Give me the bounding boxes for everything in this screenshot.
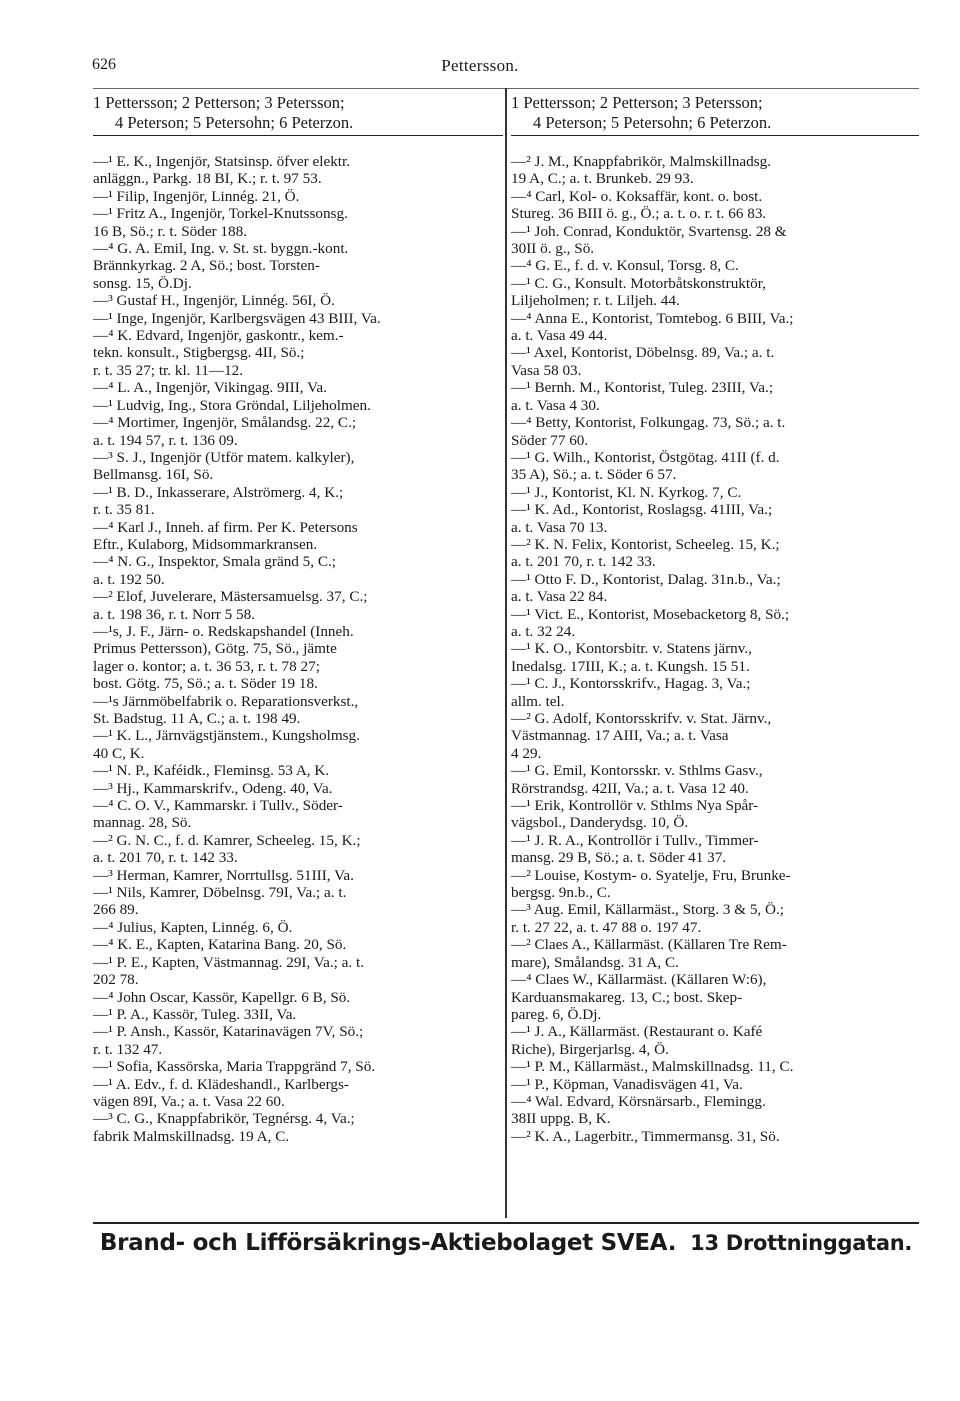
directory-entry — [511, 310, 919, 345]
entry-line: a. t. 201 70, r. t. 142 33. — [511, 553, 656, 571]
entry-line: —¹ Ludvig, Ing., Stora Gröndal, Liljeholmen. — [93, 396, 371, 414]
directory-entry — [511, 344, 919, 379]
directory-entry — [511, 275, 919, 310]
entry-line: Bellmansg. 16I, Sö. — [93, 466, 214, 484]
entry-line: —¹s, J. F., Järn- o. Redskapshandel (Inneh. — [93, 622, 354, 640]
entry-line: sonsg. 15, Ö.Dj. — [93, 274, 192, 292]
entry-line: Vasa 58 03. — [511, 361, 582, 379]
left-column — [93, 93, 503, 1145]
entry-line: anläggn., Parkg. 18 BI, K.; r. t. 97 53. — [93, 170, 322, 188]
entry-line: —¹ Joh. Conrad, Konduktör, Svartensg. 28 & — [511, 222, 787, 240]
directory-entry — [93, 310, 503, 327]
entry-line: pareg. 6, Ö.Dj. — [511, 1005, 602, 1023]
advertisement-address: 13 Drottninggatan. — [690, 1231, 913, 1255]
entry-line: —¹ J. A., Källarmäst. (Restaurant o. Kafé — [511, 1023, 763, 1041]
entry-line: —¹ P. M., Källarmäst., Malmskillnadsg. 11, C. — [511, 1058, 794, 1076]
directory-entry — [511, 153, 919, 188]
entry-line: —³ Hj., Kammarskrifv., Odeng. 40, Va. — [93, 779, 333, 797]
entry-line: Primus Pettersson), Götg. 75, Sö., jämte — [93, 640, 337, 658]
directory-entry — [93, 1076, 503, 1111]
entry-line: Västmannag. 17 AIII, Va.; a. t. Vasa — [511, 727, 729, 745]
column-header-line-2: 4 Peterson; 5 Petersohn; 6 Peterzon. — [115, 113, 354, 132]
directory-entry — [93, 484, 503, 519]
entry-line: —¹ J. R. A., Kontrollör i Tullv., Timmer- — [511, 831, 759, 849]
directory-entry — [93, 727, 503, 762]
entry-line: —⁴ Anna E., Kontorist, Tomtebog. 6 BIII, Va.; — [511, 309, 794, 327]
column-header-line-2: 4 Peterson; 5 Petersohn; 6 Peterzon. — [533, 113, 772, 132]
entry-line: —⁴ L. A., Ingenjör, Vikingag. 9III, Va. — [93, 379, 327, 397]
directory-entry — [93, 327, 503, 379]
directory-entry — [511, 901, 919, 936]
entry-line: tekn. konsult., Stigbergsg. 4II, Sö.; — [93, 344, 305, 362]
entry-line: —⁴ K. Edvard, Ingenjör, gaskontr., kem.- — [93, 327, 344, 345]
entry-line: —⁴ Karl J., Inneh. af firm. Per K. Petersons — [93, 518, 358, 536]
column-header-line-1: 1 Pettersson; 2 Petterson; 3 Petersson; — [511, 93, 763, 112]
entry-line: mare), Smålandsg. 31 A, C. — [511, 953, 679, 971]
directory-entry — [511, 675, 919, 710]
directory-entry — [93, 153, 503, 188]
right-column — [511, 93, 919, 1145]
directory-entry — [511, 379, 919, 414]
entry-line: mannag. 28, Sö. — [93, 814, 192, 832]
entry-line: —¹ Sofia, Kassörska, Maria Trappgränd 7, Sö. — [93, 1058, 376, 1076]
directory-entry — [511, 867, 919, 902]
directory-entry — [93, 936, 503, 953]
directory-entry — [511, 571, 919, 606]
entry-line: 4 29. — [511, 744, 542, 762]
entry-line: Rörstrandsg. 42II, Va.; a. t. Vasa 12 40. — [511, 779, 749, 797]
entry-line: a. t. 201 70, r. t. 142 33. — [93, 849, 238, 867]
entry-line: a. t. Vasa 70 13. — [511, 518, 608, 536]
column-header-line-1: 1 Pettersson; 2 Petterson; 3 Petersson; — [93, 93, 345, 112]
directory-entry — [511, 484, 919, 501]
directory-entry — [93, 414, 503, 449]
directory-entry — [93, 989, 503, 1006]
entry-line: a. t. 198 36, r. t. Norr 5 58. — [93, 605, 255, 623]
entry-line: r. t. 132 47. — [93, 1040, 163, 1058]
directory-entry — [511, 971, 919, 1023]
entry-line: —¹ Bernh. M., Kontorist, Tuleg. 23III, Va.; — [511, 379, 774, 397]
entry-line: r. t. 27 22, a. t. 47 88 o. 197 47. — [511, 918, 702, 936]
directory-entry — [511, 449, 919, 484]
footer-advertisement — [93, 1230, 919, 1256]
entry-line: r. t. 35 81. — [93, 501, 155, 519]
directory-entry — [93, 1058, 503, 1075]
directory-entry — [93, 188, 503, 205]
entry-line: —⁴ Mortimer, Ingenjör, Smålandsg. 22, C.; — [93, 414, 357, 432]
entry-line: —¹ Axel, Kontorist, Döbelnsg. 89, Va.; a. t. — [511, 344, 775, 362]
page-number: 626 — [92, 56, 116, 73]
entry-line: —⁴ G. A. Emil, Ing. v. St. st. byggn.-kont. — [93, 240, 349, 258]
entry-line: 40 C, K. — [93, 744, 145, 762]
directory-entry — [511, 1093, 919, 1128]
entry-line: Riche), Birgerjarlsg. 4, Ö. — [511, 1040, 669, 1058]
entry-line: 202 78. — [93, 971, 139, 989]
entry-line: —² K. A., Lagerbitr., Timmermansg. 31, Sö. — [511, 1127, 780, 1145]
entry-line: vägen 89I, Va.; a. t. Vasa 22 60. — [93, 1092, 285, 1110]
entry-line: r. t. 35 27; tr. kl. 11—12. — [93, 361, 244, 379]
entry-line: —⁴ C. O. V., Kammarskr. i Tullv., Söder- — [93, 797, 343, 815]
entry-line: —¹ Nils, Kamrer, Döbelnsg. 79I, Va.; a. t. — [93, 884, 347, 902]
directory-entry — [511, 1128, 919, 1145]
directory-entry — [93, 240, 503, 292]
entry-line: a. t. 194 57, r. t. 136 09. — [93, 431, 238, 449]
directory-entry — [511, 936, 919, 971]
directory-entry — [93, 919, 503, 936]
directory-entry — [511, 606, 919, 641]
directory-entry — [511, 1058, 919, 1075]
entry-line: —⁴ Carl, Kol- o. Koksaffär, kont. o. bost. — [511, 187, 763, 205]
entry-line: 16 B, Sö.; r. t. Söder 188. — [93, 222, 247, 240]
entry-line: —³ S. J., Ingenjör (Utför matem. kalkyler), — [93, 448, 355, 466]
footer-rule — [93, 1222, 919, 1224]
entry-line: —² G. N. C., f. d. Kamrer, Scheeleg. 15, K.; — [93, 831, 361, 849]
entry-line: —⁴ Wal. Edvard, Körsnärsarb., Flemingg. — [511, 1092, 766, 1110]
entry-line: —⁴ N. G., Inspektor, Smala gränd 5, C.; — [93, 553, 337, 571]
entry-line: a. t. 192 50. — [93, 570, 165, 588]
directory-entry — [93, 797, 503, 832]
directory-entry — [93, 1006, 503, 1023]
entry-line: —² J. M., Knappfabrikör, Malmskillnadsg. — [511, 153, 771, 170]
entry-line: —¹ Vict. E., Kontorist, Mosebacketorg 8, Sö.; — [511, 605, 790, 623]
directory-entry — [93, 623, 503, 693]
entry-line: —¹ G. Emil, Kontorsskr. v. Sthlms Gasv., — [511, 762, 763, 780]
entry-line: —² Claes A., Källarmäst. (Källaren Tre Rem- — [511, 936, 787, 954]
entry-line: bergsg. 9n.b., C. — [511, 884, 611, 902]
entry-line: St. Badstug. 11 A, C.; a. t. 198 49. — [93, 710, 301, 727]
entry-line: —¹ K. O., Kontorsbitr. v. Statens järnv., — [511, 640, 752, 658]
directory-entry — [511, 640, 919, 675]
directory-entry — [511, 257, 919, 274]
directory-entry — [511, 501, 919, 536]
directory-entry — [511, 832, 919, 867]
entry-line: —¹ Inge, Ingenjör, Karlbergsvägen 43 BIII, Va. — [93, 309, 381, 327]
directory-entry — [93, 867, 503, 884]
entry-line: Brännkyrkag. 2 A, Sö.; bost. Torsten- — [93, 257, 320, 275]
entry-line: —⁴ John Oscar, Kassör, Kapellgr. 6 B, Sö. — [93, 988, 351, 1006]
entry-line: —² G. Adolf, Kontorsskrifv. v. Stat. Järnv., — [511, 710, 772, 727]
entry-line: lager o. kontor; a. t. 36 53, r. t. 78 27; — [93, 657, 320, 675]
entry-line: —¹ E. K., Ingenjör, Statsinsp. öfver elektr. — [93, 153, 351, 170]
directory-entry — [93, 762, 503, 779]
entry-line: 266 89. — [93, 901, 139, 919]
entry-line: —³ Aug. Emil, Källarmäst., Storg. 3 & 5, Ö.; — [511, 901, 784, 919]
entry-line: —¹ Filip, Ingenjör, Linnég. 21, Ö. — [93, 187, 300, 205]
directory-entry — [511, 710, 919, 762]
entry-line: —⁴ G. E., f. d. v. Konsul, Torsg. 8, C. — [511, 257, 739, 275]
entry-line: —⁴ K. E., Kapten, Katarina Bang. 20, Sö. — [93, 936, 347, 954]
left-entry-list — [93, 153, 503, 1145]
directory-entry — [93, 205, 503, 240]
column-divider — [505, 88, 507, 1218]
entry-line: 35 A), Sö.; a. t. Söder 6 57. — [511, 466, 677, 484]
entry-line: mansg. 29 B, Sö.; a. t. Söder 41 37. — [511, 849, 727, 867]
directory-entry — [511, 223, 919, 258]
entry-line: —³ C. G., Knappfabrikör, Tegnérsg. 4, Va.; — [93, 1110, 355, 1128]
entry-line: Liljeholmen; r. t. Liljeh. 44. — [511, 292, 680, 310]
entry-line: a. t. Vasa 4 30. — [511, 396, 600, 414]
entry-line: a. t. 32 24. — [511, 622, 576, 640]
directory-entry — [93, 1110, 503, 1145]
entry-line: Karduansmakareg. 13, C.; bost. Skep- — [511, 988, 743, 1006]
directory-entry — [93, 519, 503, 554]
entry-line: Söder 77 60. — [511, 431, 589, 449]
directory-entry — [93, 693, 503, 728]
entry-line: 38II uppg. B, K. — [511, 1110, 611, 1128]
column-header-left — [93, 93, 503, 136]
entry-line: —¹ P. E., Kapten, Västmannag. 29I, Va.; a. t. — [93, 953, 364, 971]
entry-line: 19 A, C.; a. t. Brunkeb. 29 93. — [511, 170, 694, 188]
directory-entry — [93, 379, 503, 396]
directory-entry — [93, 954, 503, 989]
entry-line: —¹ Erik, Kontrollör v. Sthlms Nya Spår- — [511, 797, 759, 815]
entry-line: —¹ Otto F. D., Kontorist, Dalag. 31n.b., Va.; — [511, 570, 781, 588]
right-entry-list — [511, 153, 919, 1145]
entry-line: —³ Herman, Kamrer, Norrtullsg. 51III, Va. — [93, 866, 354, 884]
column-header-right — [511, 93, 919, 136]
page-header — [0, 56, 960, 80]
directory-entry — [511, 1076, 919, 1093]
entry-line: a. t. Vasa 22 84. — [511, 588, 608, 606]
directory-entry — [511, 1023, 919, 1058]
entry-line: —⁴ Claes W., Källarmäst. (Källaren W:6), — [511, 971, 767, 989]
entry-line: —¹ N. P., Kaféidk., Fleminsg. 53 A, K. — [93, 762, 330, 780]
running-title: Pettersson. — [441, 56, 519, 75]
directory-entry — [93, 588, 503, 623]
directory-entry — [93, 397, 503, 414]
entry-line: a. t. Vasa 49 44. — [511, 327, 608, 345]
entry-line: —¹s Järnmöbelfabrik o. Reparationsverkst., — [93, 692, 359, 710]
directory-entry — [93, 1023, 503, 1058]
entry-line: Inedalsg. 17III, K.; a. t. Kungsh. 15 51. — [511, 657, 750, 675]
entry-line: —¹ P. A., Kassör, Tuleg. 33II, Va. — [93, 1005, 297, 1023]
entry-line: —¹ K. Ad., Kontorist, Roslagsg. 41III, Va.; — [511, 501, 773, 519]
entry-line: —³ Gustaf H., Ingenjör, Linnég. 56I, Ö. — [93, 292, 335, 310]
entry-line: —¹ C. G., Konsult. Motorbåtskonstruktör, — [511, 274, 766, 292]
directory-entry — [511, 414, 919, 449]
entry-line: —² K. N. Felix, Kontorist, Scheeleg. 15, K.; — [511, 535, 780, 553]
entry-line: —¹ C. J., Kontorsskrifv., Hagag. 3, Va.; — [511, 675, 751, 693]
entry-line: —² Louise, Kostym- o. Syatelje, Fru, Brunke- — [511, 866, 791, 884]
entry-line: —¹ Fritz A., Ingenjör, Torkel-Knutssonsg. — [93, 205, 348, 223]
directory-entry — [511, 188, 919, 223]
entry-line: fabrik Malmskillnadsg. 19 A, C. — [93, 1127, 290, 1145]
entry-line: —⁴ Betty, Kontorist, Folkungag. 73, Sö.; a. t. — [511, 414, 786, 432]
advertisement-text: Brand- och Lifförsäkrings-Aktiebolaget SVEA. — [99, 1230, 677, 1256]
directory-entry — [93, 553, 503, 588]
entry-line: —¹ B. D., Inkasserare, Alströmerg. 4, K.; — [93, 483, 344, 501]
directory-entry — [93, 780, 503, 797]
entry-line: Stureg. 36 BIII ö. g., Ö.; a. t. o. r. t. 66 83. — [511, 205, 767, 223]
entry-line: allm. tel. — [511, 692, 565, 710]
directory-entry — [93, 292, 503, 309]
directory-entry — [511, 536, 919, 571]
entry-line: —¹ P., Köpman, Vanadisvägen 41, Va. — [511, 1075, 743, 1093]
entry-line: bost. Götg. 75, Sö.; a. t. Söder 19 18. — [93, 675, 318, 693]
entry-line: vägsbol., Danderydsg. 10, Ö. — [511, 814, 689, 832]
entry-line: 30II ö. g., Sö. — [511, 240, 595, 258]
entry-line: —¹ J., Kontorist, Kl. N. Kyrkog. 7, C. — [511, 483, 742, 501]
directory-entry — [93, 449, 503, 484]
entry-line: —¹ A. Edv., f. d. Klädeshandl., Karlbergs- — [93, 1075, 349, 1093]
entry-line: —¹ G. Wilh., Kontorist, Östgötag. 41II (f. d. — [511, 448, 780, 466]
entry-line: —² Elof, Juvelerare, Mästersamuelsg. 37, C.; — [93, 588, 368, 606]
directory-entry — [93, 832, 503, 867]
entry-line: —¹ K. L., Järnvägstjänstem., Kungsholmsg. — [93, 727, 360, 745]
directory-entry — [511, 762, 919, 797]
entry-line: Eftr., Kulaborg, Midsommarkransen. — [93, 535, 318, 553]
entry-line: —¹ P. Ansh., Kassör, Katarinavägen 7V, Sö.; — [93, 1023, 364, 1041]
entry-line: —⁴ Julius, Kapten, Linnég. 6, Ö. — [93, 918, 293, 936]
directory-entry — [93, 884, 503, 919]
directory-entry — [511, 797, 919, 832]
